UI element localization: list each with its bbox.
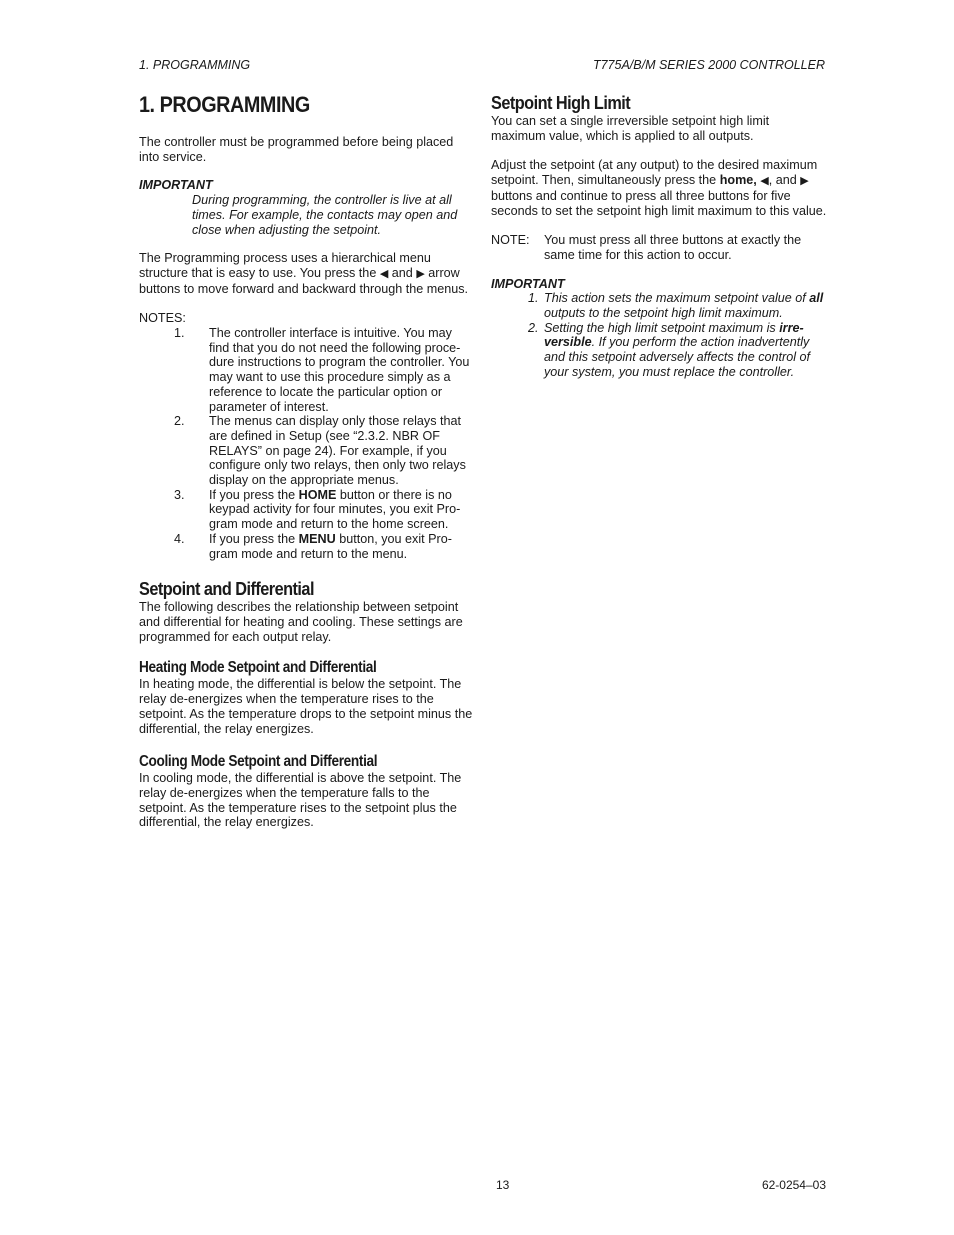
right-column [491,90,827,380]
imp1-text-b: outputs to the setpoint high limit maximum. [544,306,783,321]
list-item [139,488,473,532]
note-row [491,233,827,262]
page-title: 1. PROGRAMMING [139,92,310,117]
note-text-pre: If you press the [209,487,296,502]
running-header-left: 1. PROGRAMMING [139,58,251,72]
notes-list [139,326,473,561]
setpoint-text: The following describes the relationship between setpoint and differential for heating and cooling. These settings are programmed for each output relay. [139,600,463,644]
note-text-bold: HOME [298,487,337,502]
setpoint-heading: Setpoint and Differential [139,578,314,600]
note-text: You must press all three buttons at exactly the same time for this action to occur. [544,233,802,262]
process-text-b: arrow buttons to move forward and backward through the menus. [139,265,469,296]
right-arrow-icon: ▶ [800,175,809,188]
list-item [139,326,473,414]
note-text-post: button or there is no keypad activity for four minutes, you exit Pro-gram mode and return to the home screen. [209,487,461,532]
process-paragraph [139,251,473,296]
cooling-text: In cooling mode, the differential is above the setpoint. The relay de-energizes when the temperature falls to the setpoint. As the temperature rises to the setpoint plus the differential, the relay energizes. [139,771,462,830]
note-number: 3. [174,487,185,502]
list-item [139,414,473,488]
left-column [139,90,473,830]
heating-text: In heating mode, the differential is below the setpoint. The relay de-energizes when the temperature rises to the setpoint. As the temperature drops to the setpoint minus the differential, the relay energizes. [139,677,473,736]
list-item [491,291,827,320]
intro-paragraph: The controller must be programmed before being placed into service. [139,135,454,164]
note-number: 4. [174,531,185,546]
important-label: IMPORTANT [139,178,213,193]
note-text-pre: If you press the [209,531,296,546]
high-limit-heading: Setpoint High Limit [491,92,631,113]
notes-label: NOTES: [139,311,186,326]
p2-text-b: buttons and continue to press all three buttons for five seconds to set the setpoint high limit maximum to this value. [491,188,827,218]
note-text-bold: MENU [298,531,336,546]
cooling-heading: Cooling Mode Setpoint and Differential [139,753,378,771]
p2-bold: home, [719,173,757,188]
left-arrow-icon: ◀ [760,175,769,188]
list-item [491,321,827,380]
high-limit-p2 [491,158,827,218]
list-item [139,532,473,561]
imp1-text-a: This action sets the maximum setpoint value of [544,291,806,306]
important-number: 1. [528,291,539,306]
note-text-post: button, you exit Pro-gram mode and return to the menu. [209,531,452,561]
right-arrow-icon: ▶ [416,267,425,280]
note-text: The menus can display only those relays that are defined in Setup (see “2.3.2. NBR OF RELAYS” on page 24). For example, if you configure only two relays, then only two relays display on the appropriate menus. [209,414,466,488]
heating-heading: Heating Mode Setpoint and Differential [139,659,377,677]
imp2-bold: irre-versible [544,320,804,350]
document-number: 62-0254–03 [761,1178,826,1192]
important-label: IMPORTANT [491,276,565,291]
note-number: 1. [174,326,185,341]
high-limit-p1: You can set a single irreversible setpoint high limit maximum value, which is applied to all outputs. [491,114,770,143]
note-number: 2. [174,414,185,429]
running-header-right: T775A/B/M SERIES 2000 CONTROLLER [592,58,825,72]
process-text-and: and [391,265,413,280]
imp2-text-b: . If you perform the action inadvertently and this setpoint adversely affects the control of your system, you must replace the controller. [544,335,811,379]
note-label: NOTE: [491,233,530,248]
note-text: The controller interface is intuitive. You may find that you do not need the following proce-dure instructions to program the controller. You may want to use this procedure simply as a reference to locate the particular option or parameter of interest. [209,326,470,414]
important-number: 2. [528,320,539,335]
imp1-bold: all [809,291,824,306]
important-text: During programming, the controller is live at all times. For example, the contacts may open and close when adjusting the setpoint. [192,193,458,237]
imp2-text-a: Setting the high limit setpoint maximum is [544,320,776,335]
left-arrow-icon: ◀ [379,267,389,280]
p2-text-a: Adjust the setpoint (at any output) to the desired maximum setpoint. Then, simultaneously press the [491,158,818,188]
page-number: 13 [496,1178,510,1192]
process-text-a: The Programming process uses a hierarchical menu structure that is easy to use. You press the [139,251,431,280]
p2-text-and: , and [768,173,797,188]
important-list [491,291,827,379]
